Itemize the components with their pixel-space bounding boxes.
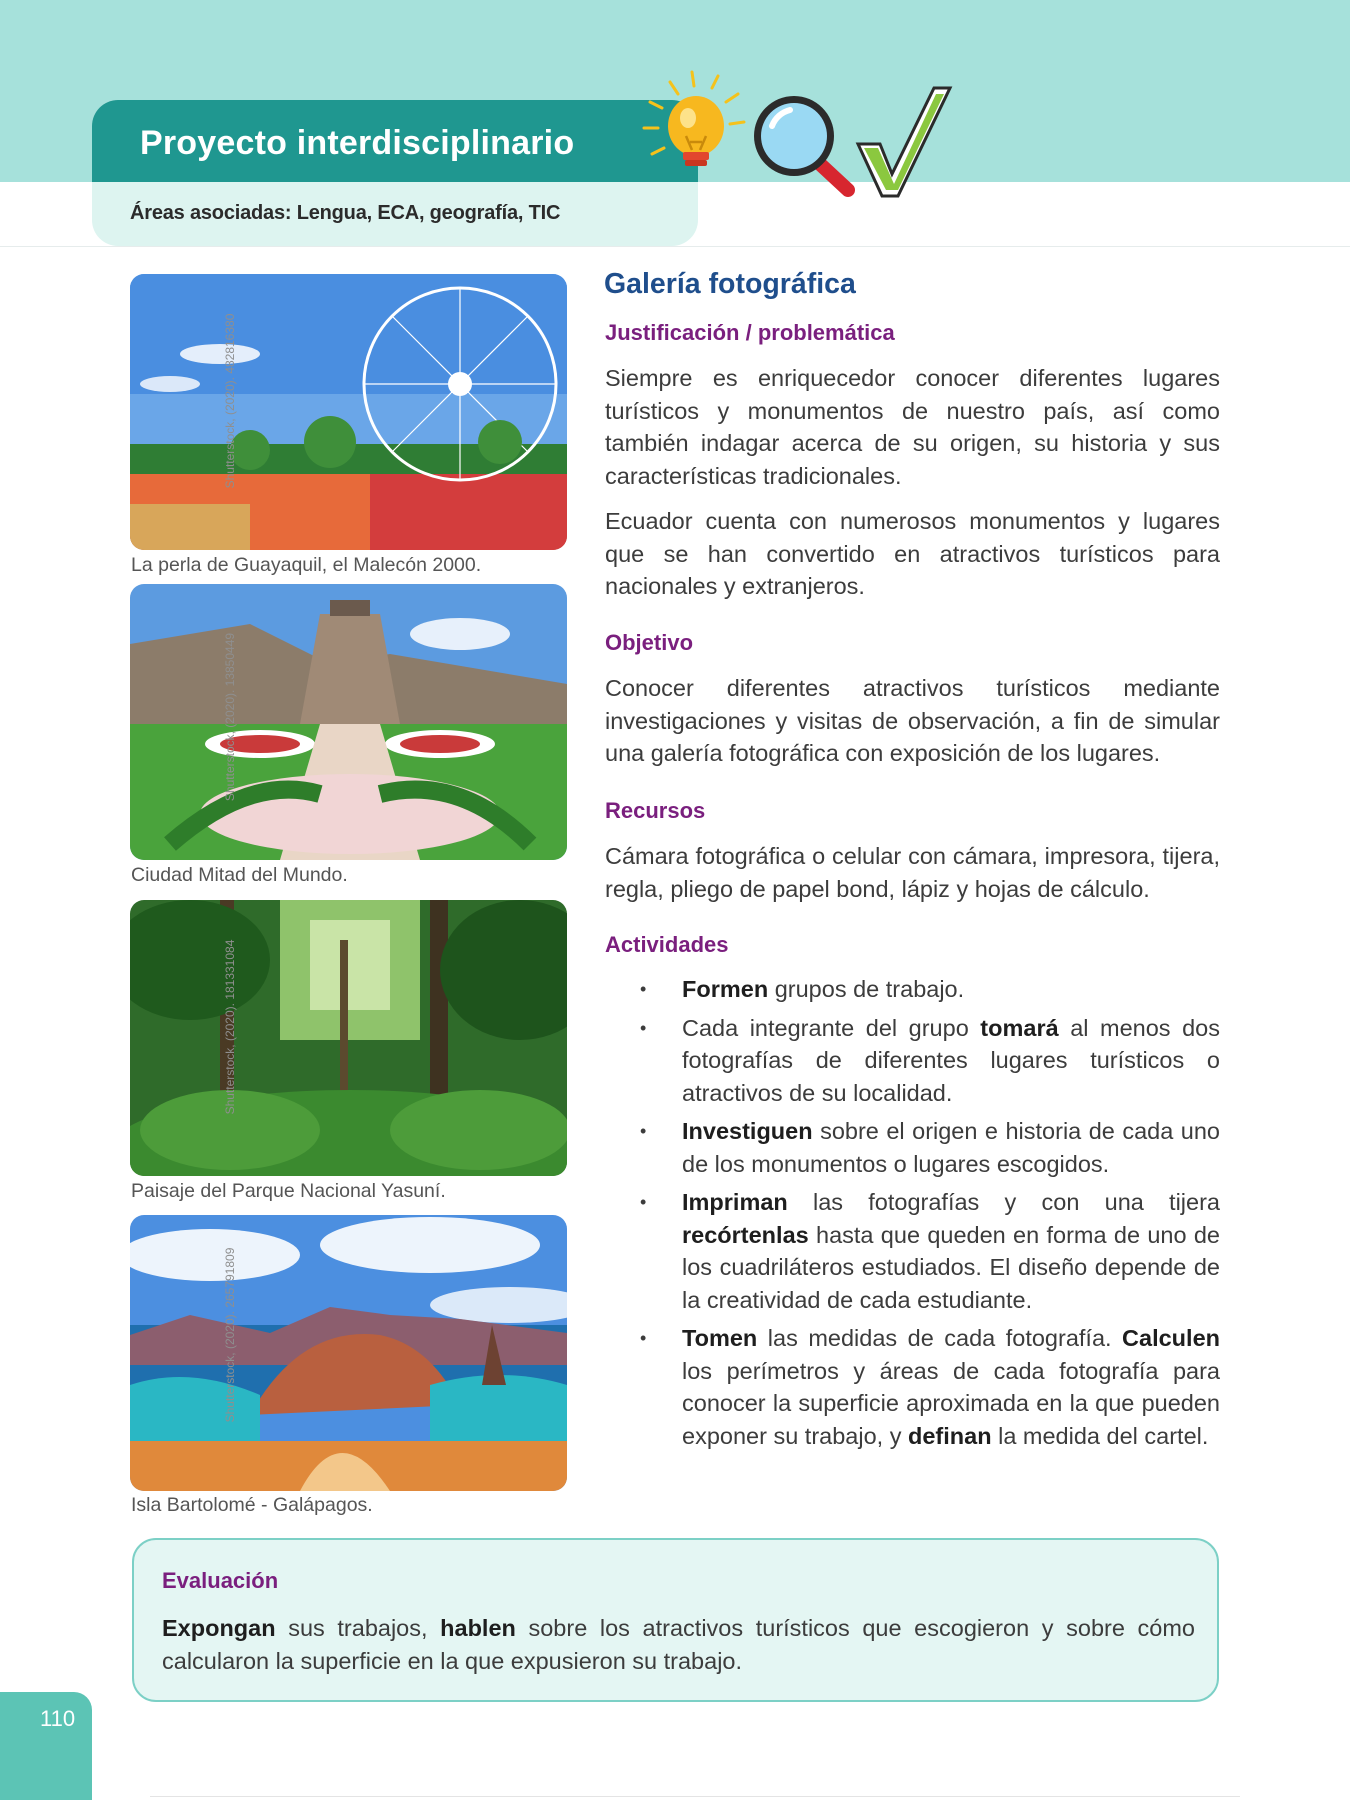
photo-mitad-del-mundo (130, 584, 567, 860)
header-divider (0, 246, 1350, 247)
evaluation-text (162, 1612, 1195, 1677)
activity-text: Cada integrante del grupo (682, 1014, 981, 1041)
photo-credit-2: Shutterstock, (2020). 13850449 (223, 632, 237, 802)
photo-credit-1: Shutterstock, (2020). 482816380 (223, 313, 237, 489)
activity-text: sobre el origen e historia de cada uno de los monumentos o lugares escogidos. (682, 1118, 1220, 1177)
activity-verb: tomará (980, 1014, 1059, 1041)
evaluation-phrase: sobre los atractivos turísticos que escogieron y sobre cómo calcularon la superficie en la que expusieron su trabajo. (162, 1615, 1195, 1674)
magnifier-icon (754, 96, 848, 190)
photo-caption-4: Isla Bartolomé - Galápagos. (131, 1494, 373, 1516)
activity-verb: recórtenlas (682, 1221, 809, 1248)
activity-text: las medidas de cada fotografía. (757, 1325, 1123, 1351)
resources-heading: Recursos (605, 798, 706, 823)
resources-paragraph: Cámara fotográfica o celular con cámara, impresora, tijera, regla, pliego de papel bond, lápiz y hojas de cálculo. (605, 843, 1220, 902)
photo-yasuni (130, 900, 567, 1176)
justification-heading: Justificación / problemática (605, 320, 895, 345)
photo-bartolome (130, 1215, 567, 1491)
activity-item-4 (640, 1186, 1220, 1316)
activity-verb: Investiguen (682, 1118, 813, 1144)
activity-item-1 (640, 973, 1220, 1006)
section-title: Galería fotográfica (604, 268, 856, 300)
photo-malecon (130, 274, 567, 550)
photo-caption-3: Paisaje del Parque Nacional Yasuní. (131, 1180, 446, 1202)
checkmark-icon (858, 88, 950, 196)
justification-paragraph-1: Siempre es enriquecedor conocer diferentes lugares turísticos y monumentos de nuestro país, así como también indagar acerca de su origen, su historia y sus características tradicionales. (605, 365, 1220, 489)
page-title: Proyecto interdisciplinario (140, 124, 575, 162)
activity-verb: Calculen (1122, 1325, 1220, 1351)
activity-item-2 (640, 1012, 1220, 1110)
photo-credit-3: Shutterstock, (2020). 181331084 (223, 939, 237, 1115)
activity-verb: Tomen (682, 1325, 758, 1351)
associated-areas: Áreas asociadas: Lengua, ECA, geografía, TIC (130, 202, 561, 224)
activity-text: las fotografías y con una tijera (787, 1189, 1220, 1215)
photo-caption-1: La perla de Guayaquil, el Malecón 2000. (131, 554, 482, 576)
evaluation-verb: hablen (440, 1615, 516, 1641)
objective-heading: Objetivo (605, 630, 694, 655)
activities-heading: Actividades (605, 932, 729, 957)
activity-verb: Formen (682, 976, 769, 1002)
evaluation-verb: Expongan (162, 1615, 276, 1641)
evaluation-phrase: sus trabajos, (275, 1615, 441, 1641)
justification-paragraph-2: Ecuador cuenta con numerosos monumentos y lugares que se han convertido en atractivos turísticos para nacionales y extranjeros. (605, 508, 1220, 599)
activity-item-5 (640, 1322, 1220, 1452)
activity-text: grupos de trabajo. (768, 976, 965, 1002)
page-number: 110 (40, 1706, 76, 1731)
activities-list (640, 973, 1220, 1458)
photo-caption-2: Ciudad Mitad del Mundo. (131, 864, 348, 886)
activity-item-3 (640, 1115, 1220, 1180)
activity-text: al menos dos fotografías de diferentes lugares turísticos o atractivos de su localidad. (682, 1014, 1220, 1106)
activity-text: los perímetros y áreas de cada fotografía para conocer la superficie aproximada en la que pueden exponer su trabajo, y (682, 1357, 1220, 1449)
activity-verb: definan (908, 1422, 992, 1449)
activity-text: la medida del cartel. (991, 1422, 1209, 1449)
activity-text: hasta que queden en forma de uno de los cuadriláteros estudiados. El diseño depende de la creatividad de cada estudiante. (682, 1221, 1220, 1313)
header-decoration (612, 66, 962, 216)
lightbulb-icon (644, 72, 744, 166)
evaluation-heading: Evaluación (162, 1568, 279, 1593)
objective-paragraph: Conocer diferentes atractivos turísticos mediante investigaciones y visitas de observación, a fin de simular una galería fotográfica con exposición de los lugares. (605, 675, 1220, 766)
footer-divider (150, 1796, 1240, 1797)
activity-verb: Impriman (682, 1189, 788, 1215)
photo-credit-4: Shutterstock, (2020). 265791809 (223, 1247, 237, 1423)
